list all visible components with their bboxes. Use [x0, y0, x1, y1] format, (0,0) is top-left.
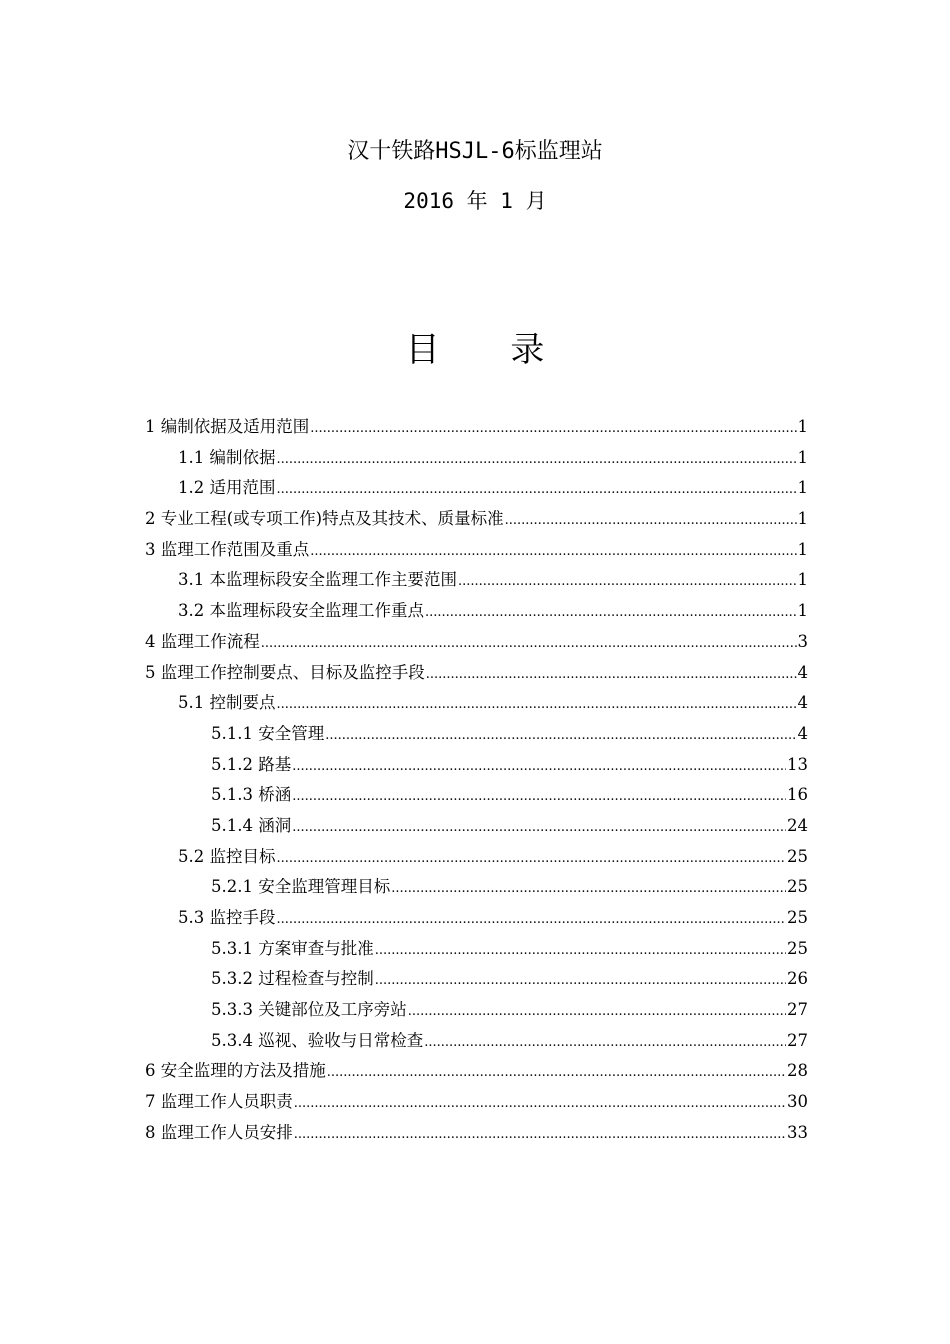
toc-dot-leader	[426, 660, 797, 691]
toc-entry[interactable]	[145, 658, 808, 689]
toc-entry-label: 5.1.3 桥涵	[211, 785, 292, 805]
toc-entry-page-number: 3	[797, 631, 808, 651]
toc-entry-page-number: 16	[787, 785, 808, 805]
toc-entry[interactable]	[145, 412, 808, 443]
toc-dot-leader	[391, 874, 786, 905]
toc-entry-page-number: 4	[797, 723, 808, 743]
toc-entry[interactable]	[145, 627, 808, 658]
toc-dot-leader	[261, 629, 797, 660]
toc-dot-leader	[277, 905, 787, 936]
toc-entry-page-number: 1	[797, 447, 808, 467]
toc-entry-label: 5.1.1 安全管理	[211, 723, 325, 743]
toc-entry[interactable]	[145, 934, 808, 965]
toc-dot-leader	[505, 506, 797, 537]
toc-entry-page-number: 1	[797, 570, 808, 590]
toc-entry-page-number: 25	[787, 877, 808, 897]
toc-entry[interactable]	[145, 903, 808, 934]
toc-dot-leader	[424, 1028, 786, 1059]
toc-entry-page-number: 4	[797, 693, 808, 713]
toc-entry[interactable]	[145, 780, 808, 811]
toc-dot-leader	[277, 844, 787, 875]
toc-entry-label: 7 监理工作人员职责	[145, 1092, 293, 1112]
toc-entry-label: 3.1 本监理标段安全监理工作主要范围	[178, 570, 457, 590]
toc-entry-page-number: 28	[787, 1061, 808, 1081]
toc-entry[interactable]	[145, 811, 808, 842]
toc-entry-label: 5.3 监控手段	[178, 908, 276, 927]
toc-dot-leader	[294, 1089, 786, 1120]
toc-entry-page-number: 25	[787, 938, 808, 958]
toc-dot-leader	[310, 414, 796, 445]
toc-dot-leader	[277, 690, 797, 721]
toc-entry-page-number: 1	[797, 539, 808, 559]
toc-entry[interactable]	[145, 1026, 808, 1057]
toc-entry[interactable]	[145, 565, 808, 596]
toc-entry[interactable]	[145, 1118, 808, 1149]
toc-dot-leader	[375, 966, 786, 997]
toc-entry[interactable]	[145, 443, 808, 474]
toc-entry[interactable]	[145, 535, 808, 566]
toc-entry[interactable]	[145, 750, 808, 781]
toc-entry-label: 5.3.4 巡视、验收与日常检查	[211, 1030, 424, 1050]
toc-entry[interactable]	[145, 842, 808, 873]
toc-entry-page-number: 1	[797, 417, 808, 436]
toc-dot-leader	[425, 598, 797, 629]
toc-entry-label: 5.3.1 方案审查与批准	[211, 938, 374, 958]
toc-dot-leader	[292, 782, 786, 813]
toc-entry[interactable]	[145, 596, 808, 627]
toc-entry-page-number: 25	[787, 908, 808, 927]
toc-entry-label: 5.2 监控目标	[178, 846, 276, 866]
toc-entry-page-number: 4	[797, 662, 808, 682]
toc-entry-label: 5.3.3 关键部位及工序旁站	[211, 1000, 407, 1020]
toc-entry[interactable]	[145, 1087, 808, 1118]
toc-dot-leader	[408, 997, 786, 1028]
toc-entry-label: 5.1.4 涵洞	[211, 815, 292, 835]
table-of-contents	[145, 412, 808, 1149]
toc-entry-label: 5.2.1 安全监理管理目标	[211, 877, 391, 897]
toc-entry-label: 5.1.2 路基	[211, 754, 292, 774]
toc-entry[interactable]	[145, 473, 808, 504]
toc-entry-label: 8 监理工作人员安排	[145, 1122, 293, 1142]
toc-entry[interactable]	[145, 995, 808, 1026]
toc-entry-page-number: 26	[787, 969, 808, 989]
toc-dot-leader	[292, 752, 786, 783]
toc-entry[interactable]	[145, 719, 808, 750]
toc-entry-label: 5.1 控制要点	[178, 693, 276, 713]
toc-entry-label: 5.3.2 过程检查与控制	[211, 969, 374, 989]
toc-entry[interactable]	[145, 964, 808, 995]
toc-entry-page-number: 1	[797, 601, 808, 621]
toc-entry-page-number: 13	[787, 754, 808, 774]
toc-dot-leader	[375, 936, 786, 967]
toc-entry-label: 3.2 本监理标段安全监理工作重点	[178, 601, 424, 621]
toc-entry[interactable]	[145, 872, 808, 903]
toc-dot-leader	[292, 813, 786, 844]
toc-entry-page-number: 24	[787, 815, 808, 835]
toc-title: 目 录	[405, 330, 575, 370]
toc-entry[interactable]	[145, 504, 808, 535]
toc-entry-label: 1.1 编制依据	[178, 447, 276, 467]
toc-entry-label: 4 监理工作流程	[145, 631, 260, 651]
toc-dot-leader	[325, 721, 796, 752]
toc-dot-leader	[277, 475, 797, 506]
toc-entry-page-number: 33	[787, 1122, 808, 1142]
toc-dot-leader	[294, 1120, 786, 1151]
toc-entry-label: 2 专业工程(或专项工作)特点及其技术、质量标准	[145, 509, 504, 529]
toc-entry-label: 5 监理工作控制要点、目标及监控手段	[145, 662, 425, 682]
toc-entry[interactable]	[145, 1056, 808, 1087]
toc-entry[interactable]	[145, 688, 808, 719]
toc-dot-leader	[277, 445, 797, 476]
toc-entry-page-number: 27	[787, 1000, 808, 1020]
toc-entry-label: 6 安全监理的方法及措施	[145, 1061, 326, 1081]
toc-entry-label: 1.2 适用范围	[178, 478, 276, 498]
organization-name: 汉十铁路HSJL-6标监理站	[347, 139, 603, 164]
toc-entry-label: 1 编制依据及适用范围	[145, 417, 310, 436]
toc-dot-leader	[327, 1058, 786, 1089]
toc-entry-page-number: 25	[787, 846, 808, 866]
toc-entry-page-number: 1	[797, 509, 808, 529]
toc-entry-page-number: 30	[787, 1092, 808, 1112]
toc-entry-label: 3 监理工作范围及重点	[145, 539, 310, 559]
toc-entry-page-number: 27	[787, 1030, 808, 1050]
toc-dot-leader	[458, 567, 797, 598]
document-date: 2016 年 1 月	[403, 189, 547, 213]
toc-dot-leader	[310, 537, 796, 568]
toc-entry-page-number: 1	[797, 478, 808, 498]
